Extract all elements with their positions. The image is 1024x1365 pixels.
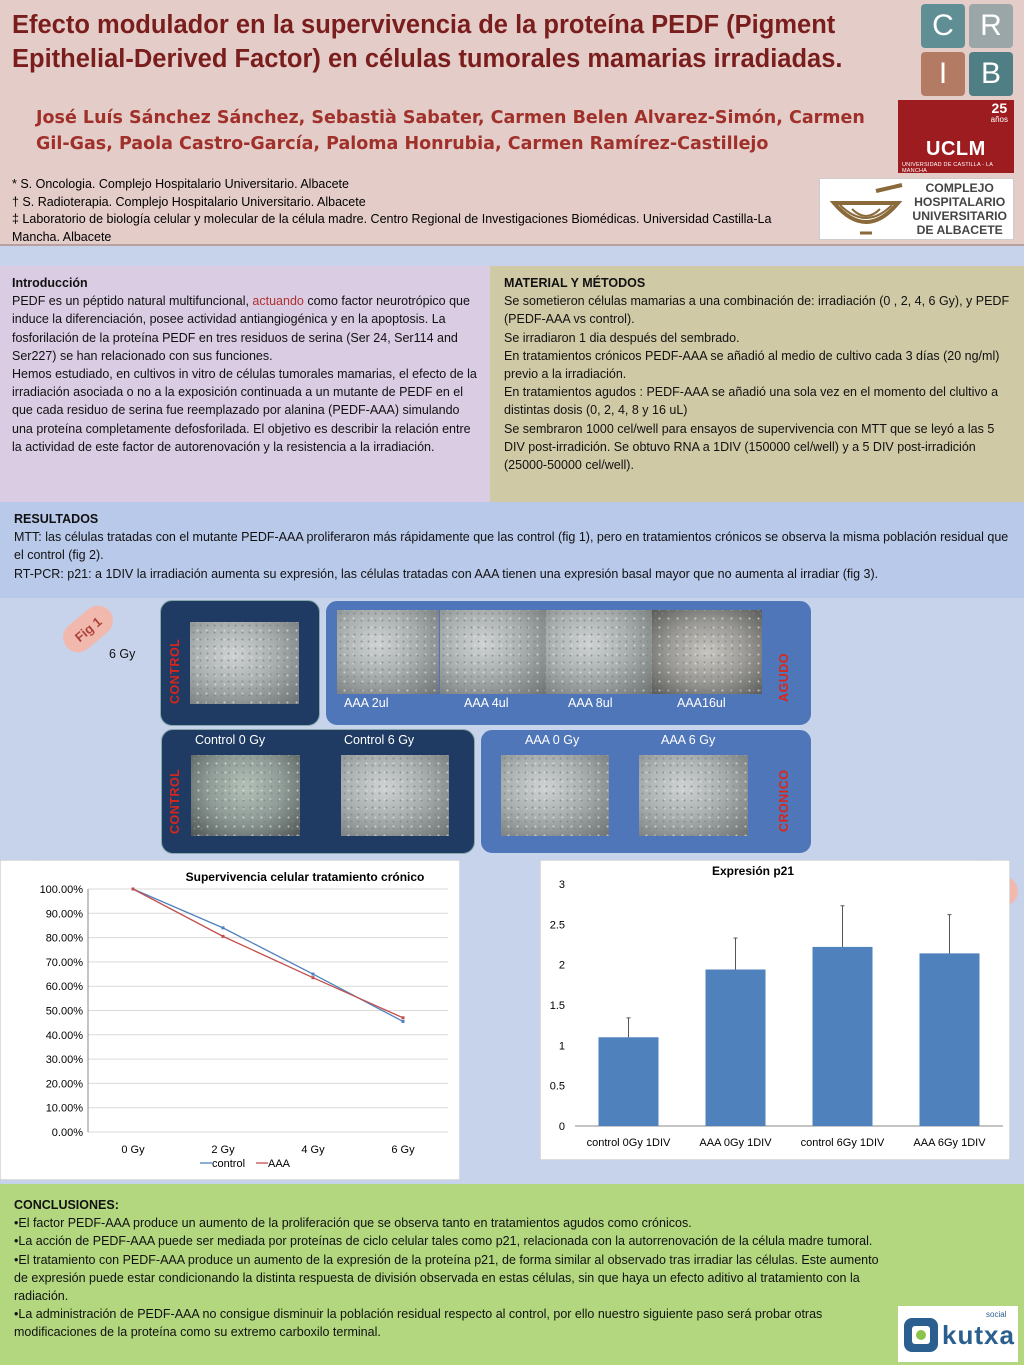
uclm-anniversary-number: 25 xyxy=(991,100,1008,116)
fig1-control-label-chronic: CONTROL xyxy=(168,768,182,834)
chart2-point xyxy=(312,973,315,976)
chart3-bar xyxy=(813,947,873,1126)
chart2-ytick: 70.00% xyxy=(45,956,83,969)
chart2-ytick: 0.00% xyxy=(51,1127,83,1139)
micrograph-aaa-4ul xyxy=(440,610,546,694)
hospital-name xyxy=(912,181,1007,237)
chart3-bar xyxy=(599,1037,659,1126)
chart2-ytick: 60.00% xyxy=(45,981,83,994)
author-list: José Luís Sánchez Sánchez, Sebastià Sabater, Carmen Belen Alvarez-Simón, Carmen Gil-Gas, Paola Castro-García, Paloma Honrubia, Carmen Ramírez-Castillejo xyxy=(36,108,865,154)
micrograph-control-6gy xyxy=(341,755,449,836)
methods-line: Se irradiaron 1 dia después del sembrado. xyxy=(504,330,740,345)
uclm-name: UCLM xyxy=(926,138,986,160)
crib-letter-r: R xyxy=(969,4,1013,48)
intro-text: como factor neurotrópico que induce la diferenciación, posee actividad antiangiogénica y en la apoptosis. La fosforilación de la proteína PEDF en tres residuos de serina (Ser 24, Ser114 and Ser227) se han relacionado con sus funciones. xyxy=(12,294,470,363)
micrograph-aaa-16ul xyxy=(652,610,762,694)
chart2-point xyxy=(312,976,315,979)
p21-bar-chart xyxy=(540,860,1010,1160)
acute-label: AAA 2ul xyxy=(344,696,389,710)
chronic-aaa-label: AAA 0 Gy xyxy=(525,733,580,747)
hospital-line: UNIVERSITARIO xyxy=(912,209,1007,223)
hospital-line: DE ALBACETE xyxy=(916,223,1003,237)
kutxa-logo xyxy=(898,1306,1018,1362)
fig1-control-label: CONTROL xyxy=(168,638,182,704)
chart3-ytick: 0 xyxy=(558,1121,565,1133)
chart3-title: Expresión p21 xyxy=(711,864,795,878)
chart3-ytick: 1 xyxy=(558,1040,565,1053)
results-heading: RESULTADOS xyxy=(14,512,99,526)
chart3-ytick: 2.5 xyxy=(549,919,565,932)
results-mtt: MTT: las células tratadas con el mutante PEDF-AAA proliferaron más rápidamente que las control (fig 1), pero en tratamientos crónicos se observa la misma población residual que el control (fig 2). xyxy=(14,530,1009,563)
chart2-point xyxy=(402,1020,405,1023)
chart2-xtick: 2 Gy xyxy=(211,1144,235,1156)
chart3-xtick: AAA 0Gy 1DIV xyxy=(699,1137,772,1149)
chart2-ytick: 40.00% xyxy=(45,1029,83,1042)
hospital-logo xyxy=(819,178,1014,240)
hospital-line: HOSPITALARIO xyxy=(914,195,1006,209)
chart2-ytick: 10.00% xyxy=(45,1102,83,1115)
chart2-legend-label: control xyxy=(212,1158,246,1170)
chronic-control-label: Control 6 Gy xyxy=(344,733,415,747)
methods-line: En tratamientos crónicos PEDF-AAA se añadió al medio de cultivo cada 3 días (20 ng/ml) previo a la irradiación. xyxy=(504,348,1000,382)
introduction-section xyxy=(0,266,490,502)
chart3-ytick: 1.5 xyxy=(549,1000,565,1012)
chart3-ytick: 2 xyxy=(558,959,565,972)
chronic-control-label: Control 0 Gy xyxy=(195,733,266,747)
chart2-point xyxy=(402,1016,405,1019)
crib-letter-b: B xyxy=(969,52,1013,96)
acute-label: AAA 4ul xyxy=(464,696,509,710)
uclm-subtitle: UNIVERSIDAD DE CASTILLA - LA MANCHA xyxy=(902,162,993,174)
micrograph-aaa-8ul xyxy=(546,610,652,694)
results-section xyxy=(0,502,1024,598)
conclusion-item: •El tratamiento con PEDF-AAA produce un aumento de la expresión de la proteína p21, de forma similar al observado tras irradiar las células. Este aumento de expresión puede estar condicionando la distinta respuesta de división observada en estas células, sin que haya un efecto aditivo al tratamiento con la radiación. xyxy=(14,1252,879,1304)
chart2-xtick: 6 Gy xyxy=(391,1144,415,1156)
chart3-xtick: control 0Gy 1DIV xyxy=(586,1137,671,1149)
methods-line: En tratamientos agudos : PEDF-AAA se añadió una sola vez en el momento del clultivo a distintas dosis (0, 2, 4, 8 y 16 uL) xyxy=(504,385,999,418)
conclusions-section xyxy=(0,1184,1024,1365)
affiliation-laboratorio: ‡ Laboratorio de biología celular y molecular de la célula madre. Centro Regional de Investigaciones Biomédicas. Universidad Castilla-La Mancha. Albacete xyxy=(12,212,772,244)
acute-label: AAA 8ul xyxy=(568,696,613,710)
acute-label: AAA16ul xyxy=(677,696,726,710)
conclusions-list xyxy=(14,1214,894,1341)
chronic-aaa-label: AAA 6 Gy xyxy=(661,733,716,747)
intro-highlight: actuando xyxy=(252,294,304,309)
survival-line-chart xyxy=(0,860,460,1180)
chart2-title: Supervivencia celular tratamiento crónico xyxy=(185,870,425,884)
conclusion-item: •La administración de PEDF-AAA no consigue disminuir la población residual respecto al control, por ello nuestro siguiente paso será probar otras modificaciones de la proteína como su extremo carboxilo terminal. xyxy=(14,1307,823,1340)
conclusions-heading: CONCLUSIONES: xyxy=(14,1198,119,1212)
fig1-dose-label: 6 Gy xyxy=(109,647,136,661)
fig1-cronico-label: CRONICO xyxy=(777,769,791,832)
fig1-badge: Fig 1 xyxy=(57,600,119,659)
uclm-anniversary-sub: años xyxy=(990,115,1008,124)
kutxa-mark-icon xyxy=(904,1318,938,1352)
chart2-xtick: 4 Gy xyxy=(301,1144,325,1156)
conclusion-item: •La acción de PEDF-AAA puede ser mediada por proteínas de ciclo celular tales como p21, relacionada con la autorrenovación de la célula madre tumoral. xyxy=(14,1234,873,1249)
chart2-ytick: 30.00% xyxy=(45,1054,83,1067)
kutxa-wordmark: kutxa xyxy=(942,1320,1015,1350)
chart3-ytick: 0.5 xyxy=(549,1080,565,1093)
fig1-agudo-label: AGUDO xyxy=(777,652,791,702)
chart3-bar xyxy=(706,970,766,1126)
poster-title: Efecto modulador en la supervivencia de la proteína PEDF (Pigment Epithelial-Derived Factor) en células tumorales mamarias irradiadas. xyxy=(12,11,843,73)
hospital-mortar-icon xyxy=(826,183,906,237)
chart2-ytick: 80.00% xyxy=(45,932,83,945)
chart2-point xyxy=(132,888,135,891)
uclm-anniversary xyxy=(991,102,1008,126)
results-rtpcr: RT-PCR: p21: a 1DIV la irradiación aumenta su expresión, las células tratadas con AAA tienen una expresión basal mayor que no aumenta al irradiar (fig 3). xyxy=(14,566,879,581)
introduction-heading: Introducción xyxy=(12,276,88,290)
chart2-ytick: 50.00% xyxy=(45,1005,83,1018)
chart2-legend-label: AAA xyxy=(268,1158,291,1170)
chart3-xtick: AAA 6Gy 1DIV xyxy=(913,1137,986,1149)
micrograph-aaa-6gy xyxy=(639,755,748,836)
micrograph-control-0gy xyxy=(191,755,300,836)
methods-line: Se sometieron células mamarias a una combinación de: irradiación (0 , 2, 4, 6 Gy), y PEDF (PEDF-AAA vs control). xyxy=(504,294,1010,327)
chart2-ytick: 20.00% xyxy=(45,1078,83,1091)
crib-letter-i: I xyxy=(921,52,965,96)
micrograph-control-acute xyxy=(190,622,299,704)
crib-letter-c: C xyxy=(921,4,965,48)
introduction-paragraph-2: Hemos estudiado, en cultivos in vitro de células tumorales mamarias, el efecto de la irradiación asociada o no a la exposición continuada a un mutante de PEDF en el que cada residuo de serina fue reemplazado por alanina (PEDF-AAA) simulando una proteína completamente defosforilada. El objetivo es describir la relación entre la actividad de este factor de autorenovación y la resistencia a la irradiación. xyxy=(12,367,477,454)
chart3-ytick: 3 xyxy=(558,879,565,891)
chart3-bar xyxy=(920,953,980,1126)
micrograph-aaa-0gy xyxy=(501,755,609,836)
chart3-xtick: control 6Gy 1DIV xyxy=(800,1137,885,1149)
chart2-ytick: 90.00% xyxy=(45,908,83,921)
affiliation-radioterapia: † S. Radioterapia. Complejo Hospitalario Universitario. Albacete xyxy=(12,194,366,209)
conclusion-item: •El factor PEDF-AAA produce un aumento de la proliferación que se observa tanto en tratamientos agudos como crónicos. xyxy=(14,1216,692,1231)
kutxa-tag: social xyxy=(986,1310,1007,1319)
micrograph-aaa-2ul xyxy=(337,610,439,694)
affiliation-oncologia: * S. Oncologia. Complejo Hospitalario Universitario. Albacete xyxy=(12,177,349,191)
methods-section xyxy=(490,266,1024,502)
hospital-line: COMPLEJO xyxy=(925,181,994,195)
intro-text: PEDF es un péptido natural multifuncional, xyxy=(12,294,253,309)
chart2-xtick: 0 Gy xyxy=(121,1144,145,1156)
methods-heading: MATERIAL Y MÉTODOS xyxy=(504,276,646,290)
introduction-paragraph-1 xyxy=(12,292,478,365)
chart2-point xyxy=(222,926,225,929)
affiliations xyxy=(12,176,802,246)
chart2-point xyxy=(222,935,225,938)
uclm-logo xyxy=(898,100,1014,173)
methods-line: Se sembraron 1000 cel/well para ensayos de supervivencia con MTT que se leyó a las 5 DIV post-irradición. Se obtuvo RNA a 1DIV (150000 cel/well) y a 5 DIV post-irradición (25000-50000 cel/well). xyxy=(504,421,995,473)
crib-logo xyxy=(921,4,1013,96)
chart2-ytick: 100.00% xyxy=(39,884,83,896)
